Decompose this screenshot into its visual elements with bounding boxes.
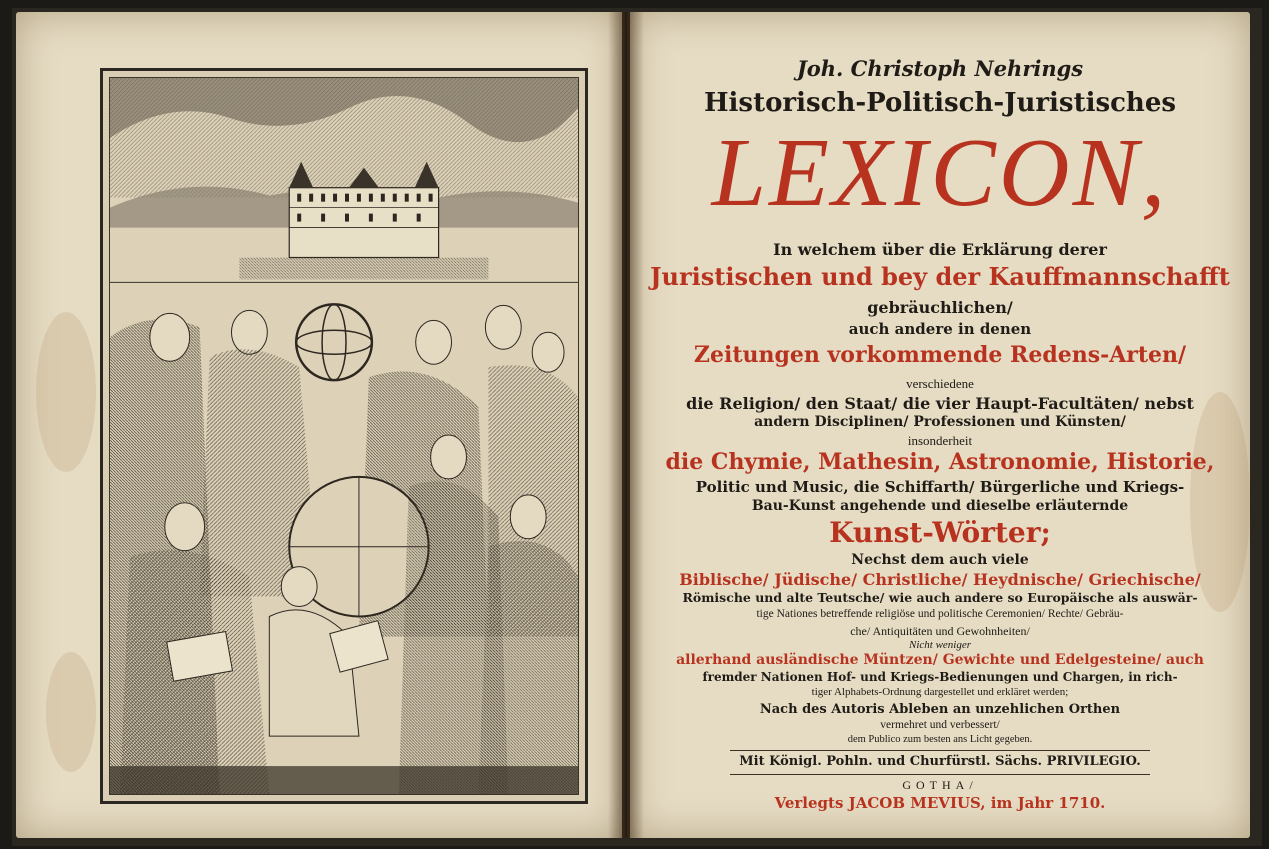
title-line: Historisch-Politisch-Juristisches xyxy=(703,88,1177,118)
line-20: allerhand ausländische Müntzen/ Gewichte und Edelgesteine/ auch xyxy=(676,652,1204,668)
line-2: Juristischen und bey der Kauffmannschafft xyxy=(650,262,1230,291)
line-6: verschiedene xyxy=(906,376,974,391)
line-15: Biblische/ Jüdische/ Christliche/ Heydnische/ Griechische/ xyxy=(679,570,1201,589)
line-24: vermehret und verbessert/ xyxy=(880,719,1000,731)
line-4: auch andere in denen xyxy=(848,320,1032,338)
lexicon-title: LEXICON, xyxy=(711,119,1169,227)
frontispiece-engraving xyxy=(100,68,588,804)
right-page xyxy=(630,12,1250,838)
imprint-line: Verlegts JACOB MEVIUS, im Jahr 1710. xyxy=(774,794,1106,812)
line-3: gebräuchlichen/ xyxy=(867,298,1013,317)
top-rule xyxy=(730,750,1150,751)
author-line: Joh. Christoph Nehrings xyxy=(796,56,1084,81)
privilege-line: Mit Königl. Pohln. und Churfürstl. Sächs. PRIVILEGIO. xyxy=(739,754,1141,769)
line-17: tige Nationes betreffende religiöse und politische Ceremonien/ Rechte/ Gebräu- xyxy=(756,608,1124,620)
left-page xyxy=(16,12,622,838)
line-19: Nicht weniger xyxy=(908,639,972,651)
line-18: che/ Antiquitäten und Gewohnheiten/ xyxy=(850,624,1030,638)
line-13: Kunst-Wörter; xyxy=(829,516,1051,549)
line-22: tiger Alphabets-Ordnung dargestellet und erkläret werden; xyxy=(811,686,1069,698)
line-14: Nechst dem auch viele xyxy=(851,552,1029,568)
line-11: Politic und Music, die Schiffarth/ Bürgerliche und Kriegs- xyxy=(695,478,1185,496)
line-16: Römische und alte Teutsche/ wie auch andere so Europäische als auswär- xyxy=(682,590,1198,605)
line-21: fremder Nationen Hof- und Kriegs-Bedienungen und Chargen, in rich- xyxy=(702,670,1178,684)
line-8: andern Disciplinen/ Professionen und Künsten/ xyxy=(754,414,1126,430)
line-10: die Chymie, Mathesin, Astronomie, Historie, xyxy=(665,449,1215,475)
book-gutter xyxy=(608,12,644,838)
line-9: insonderheit xyxy=(907,433,973,448)
engraving-illustration xyxy=(110,78,578,794)
line-7: die Religion/ den Staat/ die vier Haupt-Facultäten/ nebst xyxy=(686,394,1194,413)
line-1: In welchem über die Erklärung derer xyxy=(773,240,1107,259)
place-line: GOTHA/ xyxy=(902,778,978,792)
line-5: Zeitungen vorkommende Redens-Arten/ xyxy=(693,342,1187,368)
title-page xyxy=(630,12,1250,838)
line-12: Bau-Kunst angehende und dieselbe erläuternde xyxy=(751,498,1129,514)
line-23: Nach des Autoris Ableben an unzehlichen Orthen xyxy=(759,702,1121,717)
line-25: dem Publico zum besten ans Licht gegeben. xyxy=(847,734,1033,745)
allegorical-figures xyxy=(110,304,578,794)
bottom-rule xyxy=(730,774,1150,775)
open-book xyxy=(12,8,1262,846)
